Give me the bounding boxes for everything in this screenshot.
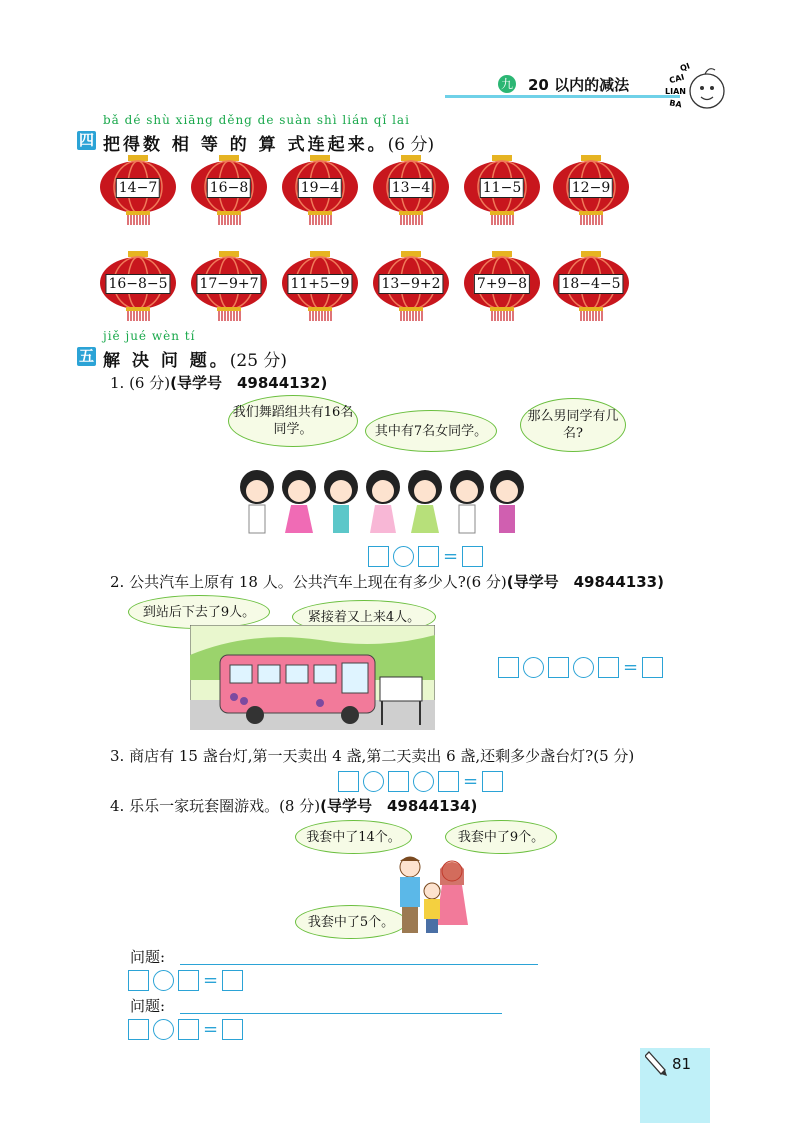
- section5-badge: 五: [78, 347, 94, 365]
- q4-bubble-child: 我套中了5个。: [295, 905, 407, 939]
- question-4-text: 4. 乐乐一家玩套圈游戏。(8 分): [110, 797, 321, 815]
- logo-text-ba: BA: [668, 98, 683, 110]
- answer-box[interactable]: [482, 771, 503, 792]
- section5-title: [103, 346, 287, 371]
- logo-text-lian: LIAN: [665, 87, 686, 96]
- section4-title: [103, 130, 434, 155]
- answer-box[interactable]: [462, 546, 483, 567]
- lantern-expression: 7+9−8: [474, 274, 530, 294]
- equals-sign: =: [463, 771, 479, 792]
- q4-answer-equation-1: [128, 970, 243, 991]
- section5-points: (25 分): [229, 351, 288, 371]
- answer-box[interactable]: [178, 970, 199, 991]
- logo-text-cai: CAI: [668, 72, 686, 86]
- section4-badge: 四: [78, 131, 94, 149]
- q4-answer-line-1[interactable]: [180, 964, 538, 965]
- lantern-expression: 12−9: [569, 178, 613, 198]
- question-2-guide: (导学号 49844133): [506, 573, 664, 591]
- question-2: [110, 571, 664, 592]
- operator-circle[interactable]: [523, 657, 544, 678]
- lantern-expression: 11−5: [480, 178, 524, 198]
- lantern-row1-6[interactable]: [551, 155, 631, 225]
- answer-box[interactable]: [498, 657, 519, 678]
- lantern-row1-4[interactable]: [371, 155, 451, 225]
- question-3: 3. 商店有 15 盏台灯,第一天卖出 4 盏,第二天卖出 6 盏,还剩多少盏台灯?(5 分): [110, 747, 635, 765]
- lantern-expression: 19−4: [298, 178, 342, 198]
- question-4: [110, 795, 477, 816]
- q2-answer-equation: [498, 657, 663, 678]
- equals-sign: =: [203, 1019, 219, 1040]
- operator-circle[interactable]: [363, 771, 384, 792]
- equals-sign: =: [203, 970, 219, 991]
- q2-bubble-1: 到站后下去了9人。: [128, 595, 270, 629]
- lantern-expression: 13−9+2: [378, 274, 443, 294]
- bus-stop-illustration: [190, 625, 435, 730]
- pencil-icon: [645, 1048, 669, 1078]
- lantern-expression: 18−4−5: [558, 274, 623, 294]
- section5-pinyin: jiě jué wèn tí: [103, 329, 196, 343]
- section4-pinyin: bǎ dé shù xiāng děng de suàn shì lián qǐ lai: [103, 113, 410, 127]
- lantern-row2-6[interactable]: [551, 251, 631, 321]
- lantern-expression: 13−4: [389, 178, 433, 198]
- lantern-row2-1[interactable]: [98, 251, 178, 321]
- q1-bubble-1: 我们舞蹈组共有16名同学。: [228, 395, 358, 447]
- q4-question-label-2: 问题:: [130, 997, 166, 1015]
- answer-box[interactable]: [642, 657, 663, 678]
- answer-box[interactable]: [128, 970, 149, 991]
- answer-box[interactable]: [338, 771, 359, 792]
- page-number: 81: [672, 1055, 692, 1073]
- operator-circle[interactable]: [153, 970, 174, 991]
- dancing-girls-illustration: [235, 465, 535, 545]
- lantern-expression: 11+5−9: [287, 274, 352, 294]
- question-1: [110, 372, 327, 393]
- answer-box[interactable]: [418, 546, 439, 567]
- operator-circle[interactable]: [393, 546, 414, 567]
- section5-title-text: 解 决 问 题。: [103, 351, 230, 371]
- logo-text-qi: QI: [678, 61, 692, 74]
- lantern-row2-4[interactable]: [371, 251, 451, 321]
- section4-points: (6 分): [387, 135, 435, 155]
- chapter-title: 20 以内的减法: [528, 76, 630, 94]
- answer-box[interactable]: [368, 546, 389, 567]
- lantern-expression: 17−9+7: [196, 274, 261, 294]
- q1-bubble-2: 其中有7名女同学。: [365, 410, 497, 452]
- q3-answer-equation: [338, 771, 503, 792]
- chapter-number-badge: 九: [498, 75, 516, 93]
- equals-sign: =: [443, 546, 459, 567]
- answer-box[interactable]: [548, 657, 569, 678]
- q4-question-label-1: 问题:: [130, 948, 166, 966]
- q4-bubble-dad: 我套中了14个。: [295, 820, 412, 854]
- question-4-guide: (导学号 49844134): [320, 797, 478, 815]
- answer-box[interactable]: [438, 771, 459, 792]
- answer-box[interactable]: [222, 970, 243, 991]
- operator-circle[interactable]: [153, 1019, 174, 1040]
- question-1-text: 1. (6 分): [110, 374, 171, 392]
- q1-answer-equation: [368, 546, 483, 567]
- section4-title-text: 把得数 相 等 的 算 式连起来。: [103, 135, 388, 155]
- answer-box[interactable]: [178, 1019, 199, 1040]
- family-ring-toss-illustration: [370, 855, 475, 935]
- q1-bubble-3: 那么男同学有几名?: [520, 398, 626, 452]
- answer-box[interactable]: [388, 771, 409, 792]
- lantern-row1-1[interactable]: [98, 155, 178, 225]
- lantern-expression: 14−7: [116, 178, 160, 198]
- qicai-lianba-logo: [655, 58, 730, 118]
- q4-answer-line-2[interactable]: [180, 1013, 502, 1014]
- lantern-expression: 16−8: [207, 178, 251, 198]
- answer-box[interactable]: [222, 1019, 243, 1040]
- answer-box[interactable]: [598, 657, 619, 678]
- lantern-row1-5[interactable]: [462, 155, 542, 225]
- lantern-expression: 16−8−5: [105, 274, 170, 294]
- q4-bubble-mom: 我套中了9个。: [445, 820, 557, 854]
- operator-circle[interactable]: [573, 657, 594, 678]
- question-2-text: 2. 公共汽车上原有 18 人。公共汽车上现在有多少人?(6 分): [110, 573, 507, 591]
- q4-answer-equation-2: [128, 1019, 243, 1040]
- equals-sign: =: [623, 657, 639, 678]
- answer-box[interactable]: [128, 1019, 149, 1040]
- header-rule: [445, 95, 680, 98]
- q2-bubble-2: 紧接着又上来4人。: [292, 600, 436, 634]
- lantern-row2-3[interactable]: [280, 251, 360, 321]
- operator-circle[interactable]: [413, 771, 434, 792]
- lantern-row1-3[interactable]: [280, 155, 360, 225]
- lantern-row1-2[interactable]: [189, 155, 269, 225]
- lantern-row2-5[interactable]: [462, 251, 542, 321]
- question-1-guide: (导学号 49844132): [170, 374, 328, 392]
- lantern-row2-2[interactable]: [189, 251, 269, 321]
